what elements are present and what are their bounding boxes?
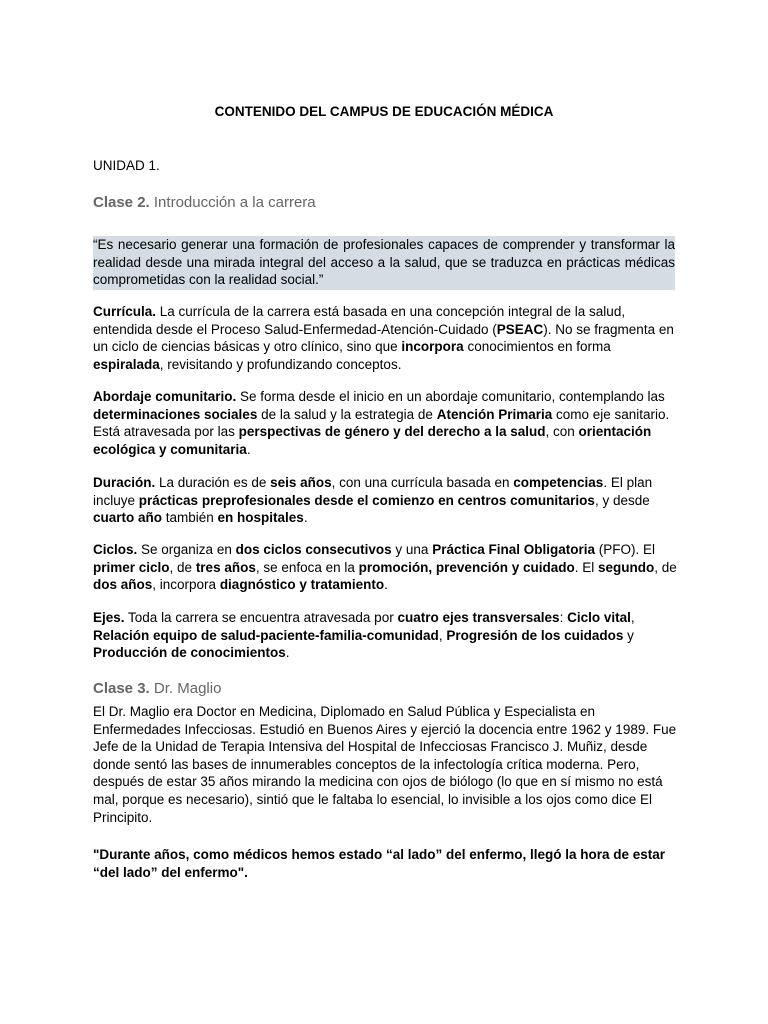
text-segment: ,: [438, 627, 447, 643]
text-segment: (PFO). El: [595, 542, 655, 557]
bold-text-segment: incorpora: [401, 339, 464, 355]
paragraph-ejes: [93, 609, 679, 662]
text-segment: ,: [630, 610, 635, 625]
paragraph-maglio-bio: El Dr. Maglio era Doctor en Medicina, Diplomado en Salud Pública y Especialista en Enfermedades Infecciosas. Estudió en Buenos Aires y ejerció la docencia entre 1962 y 1989. Fue Jefe de la Unidad de Terapia Intensiva del Hospital de Infecciosas Francisco J. Muñiz, desde donde sentó las bases de innumerables conceptos de la infectología crítica moderna. Pero, después de estar 35 años mirando la medicina con ojos de biólogo (lo que en sí mismo no está mal, porque es necesario), sintió que le faltaba lo esencial, lo invisible a los ojos como dice El Principito.: [93, 704, 677, 825]
text-segment: , con una currícula basada en: [331, 475, 514, 490]
text-segment: , se enfoca en la: [255, 559, 359, 575]
text-segment: de la salud y la estrategia de: [257, 406, 437, 422]
text-segment: , y desde: [594, 492, 650, 508]
bold-text-segment: determinaciones sociales: [93, 406, 258, 422]
text-segment: como eje sanitario. Está atravesada por las: [93, 406, 670, 440]
bold-text-segment: cuatro ejes transversales: [397, 610, 560, 625]
paragraph-abordaje-comunitario: [93, 388, 679, 458]
text-segment: conocimientos en forma: [463, 339, 611, 355]
unit-label: UNIDAD 1.: [93, 158, 160, 173]
bold-text-segment: orientación ecológica y comunitaria: [93, 424, 652, 457]
clase-2-label: Clase 2.: [93, 194, 150, 211]
text-segment: , revisitando y profundizando conceptos.: [159, 356, 402, 372]
bold-text-segment: cuarto año: [93, 510, 163, 526]
text-segment: y una: [391, 542, 433, 557]
paragraph-curricula: [93, 303, 679, 373]
bold-text-segment: seis años: [270, 475, 332, 490]
text-segment: , con: [545, 424, 579, 440]
text-segment: , de: [654, 559, 677, 575]
bold-text-segment: primer ciclo: [93, 559, 170, 575]
text-segment: . El: [574, 559, 598, 575]
text-segment: .: [246, 441, 251, 457]
text-segment: ). No se fragmenta en un ciclo de ciencias básicas y otro clínico, sino que: [93, 321, 674, 355]
text-segment: y: [623, 627, 634, 643]
text-segment: .: [285, 645, 290, 661]
text-segment: también: [162, 510, 218, 526]
clase-2-heading: [93, 194, 316, 211]
bold-text-segment: dos años: [93, 577, 153, 593]
text-segment: La duración es de: [155, 475, 271, 490]
clase-2-title: Introducción a la carrera: [153, 194, 316, 211]
clase-3-title: Dr. Maglio: [153, 680, 222, 697]
clase-3-label: Clase 3.: [93, 680, 150, 697]
bold-text-segment: Abordaje comunitario.: [93, 389, 237, 404]
bold-text-segment: perspectivas de género y del derecho a la salud: [238, 424, 546, 440]
paragraph-duracion: [93, 474, 679, 527]
text-segment: Se forma desde el inicio en un abordaje comunitario, contemplando las: [236, 389, 665, 404]
bold-text-segment: Currícula.: [93, 304, 157, 319]
bold-text-segment: Ciclos.: [93, 542, 138, 557]
bold-text-segment: promoción, prevención y cuidado: [358, 559, 575, 575]
maglio-quote: "Durante años, como médicos hemos estado “al lado” del enfermo, llegó la hora de estar “del lado” del enfermo".: [93, 847, 666, 880]
bold-text-segment: PSEAC: [496, 321, 544, 337]
bold-text-segment: Atención Primaria: [436, 406, 553, 422]
text-segment: :: [559, 610, 568, 625]
bold-text-segment: prácticas preprofesionales desde el comienzo en centros comunitarios: [138, 492, 595, 508]
clase-3-heading: [93, 680, 221, 697]
bold-text-segment: en hospitales: [217, 510, 304, 526]
document-title: CONTENIDO DEL CAMPUS DE EDUCACIÓN MÉDICA: [214, 104, 554, 119]
bold-text-segment: Ejes.: [93, 610, 125, 625]
text-segment: . El plan incluye: [93, 475, 653, 508]
text-segment: .: [384, 577, 388, 593]
bold-text-segment: segundo: [597, 559, 655, 575]
bold-text-segment: dos ciclos consecutivos: [235, 542, 392, 557]
text-segment: , incorpora: [152, 577, 220, 593]
bold-text-segment: Práctica Final Obligatoria: [432, 542, 595, 557]
bold-text-segment: Duración.: [93, 475, 156, 490]
highlighted-quote: “Es necesario generar una formación de profesionales capaces de comprender y transformar la realidad desde una mirada integral del acceso a la salud, que se traduzca en prácticas médicas comprometidas con la realidad social.”: [93, 236, 675, 290]
bold-text-segment: Progresión de los cuidados: [446, 627, 624, 643]
text-segment: La currícula de la carrera está basada en una concepción integral de la salud, entendida desde el Proceso Salud-Enfermedad-Atención-Cuidado (: [93, 304, 626, 337]
bold-text-segment: Ciclo vital: [567, 610, 631, 625]
text-segment: Se organiza en: [137, 542, 236, 557]
bold-text-segment: espiralada: [93, 356, 160, 372]
bold-text-segment: competencias: [513, 475, 604, 490]
bold-text-segment: diagnóstico y tratamiento: [219, 577, 385, 593]
bold-text-segment: Producción de conocimientos: [93, 645, 286, 661]
paragraph-ciclos: [93, 541, 679, 594]
text-segment: , de: [169, 559, 196, 575]
bold-text-segment: Relación equipo de salud-paciente-familia-comunidad: [93, 627, 439, 643]
bold-text-segment: tres años: [195, 559, 256, 575]
text-segment: Toda la carrera se encuentra atravesada por: [124, 610, 398, 625]
text-segment: .: [303, 510, 308, 526]
